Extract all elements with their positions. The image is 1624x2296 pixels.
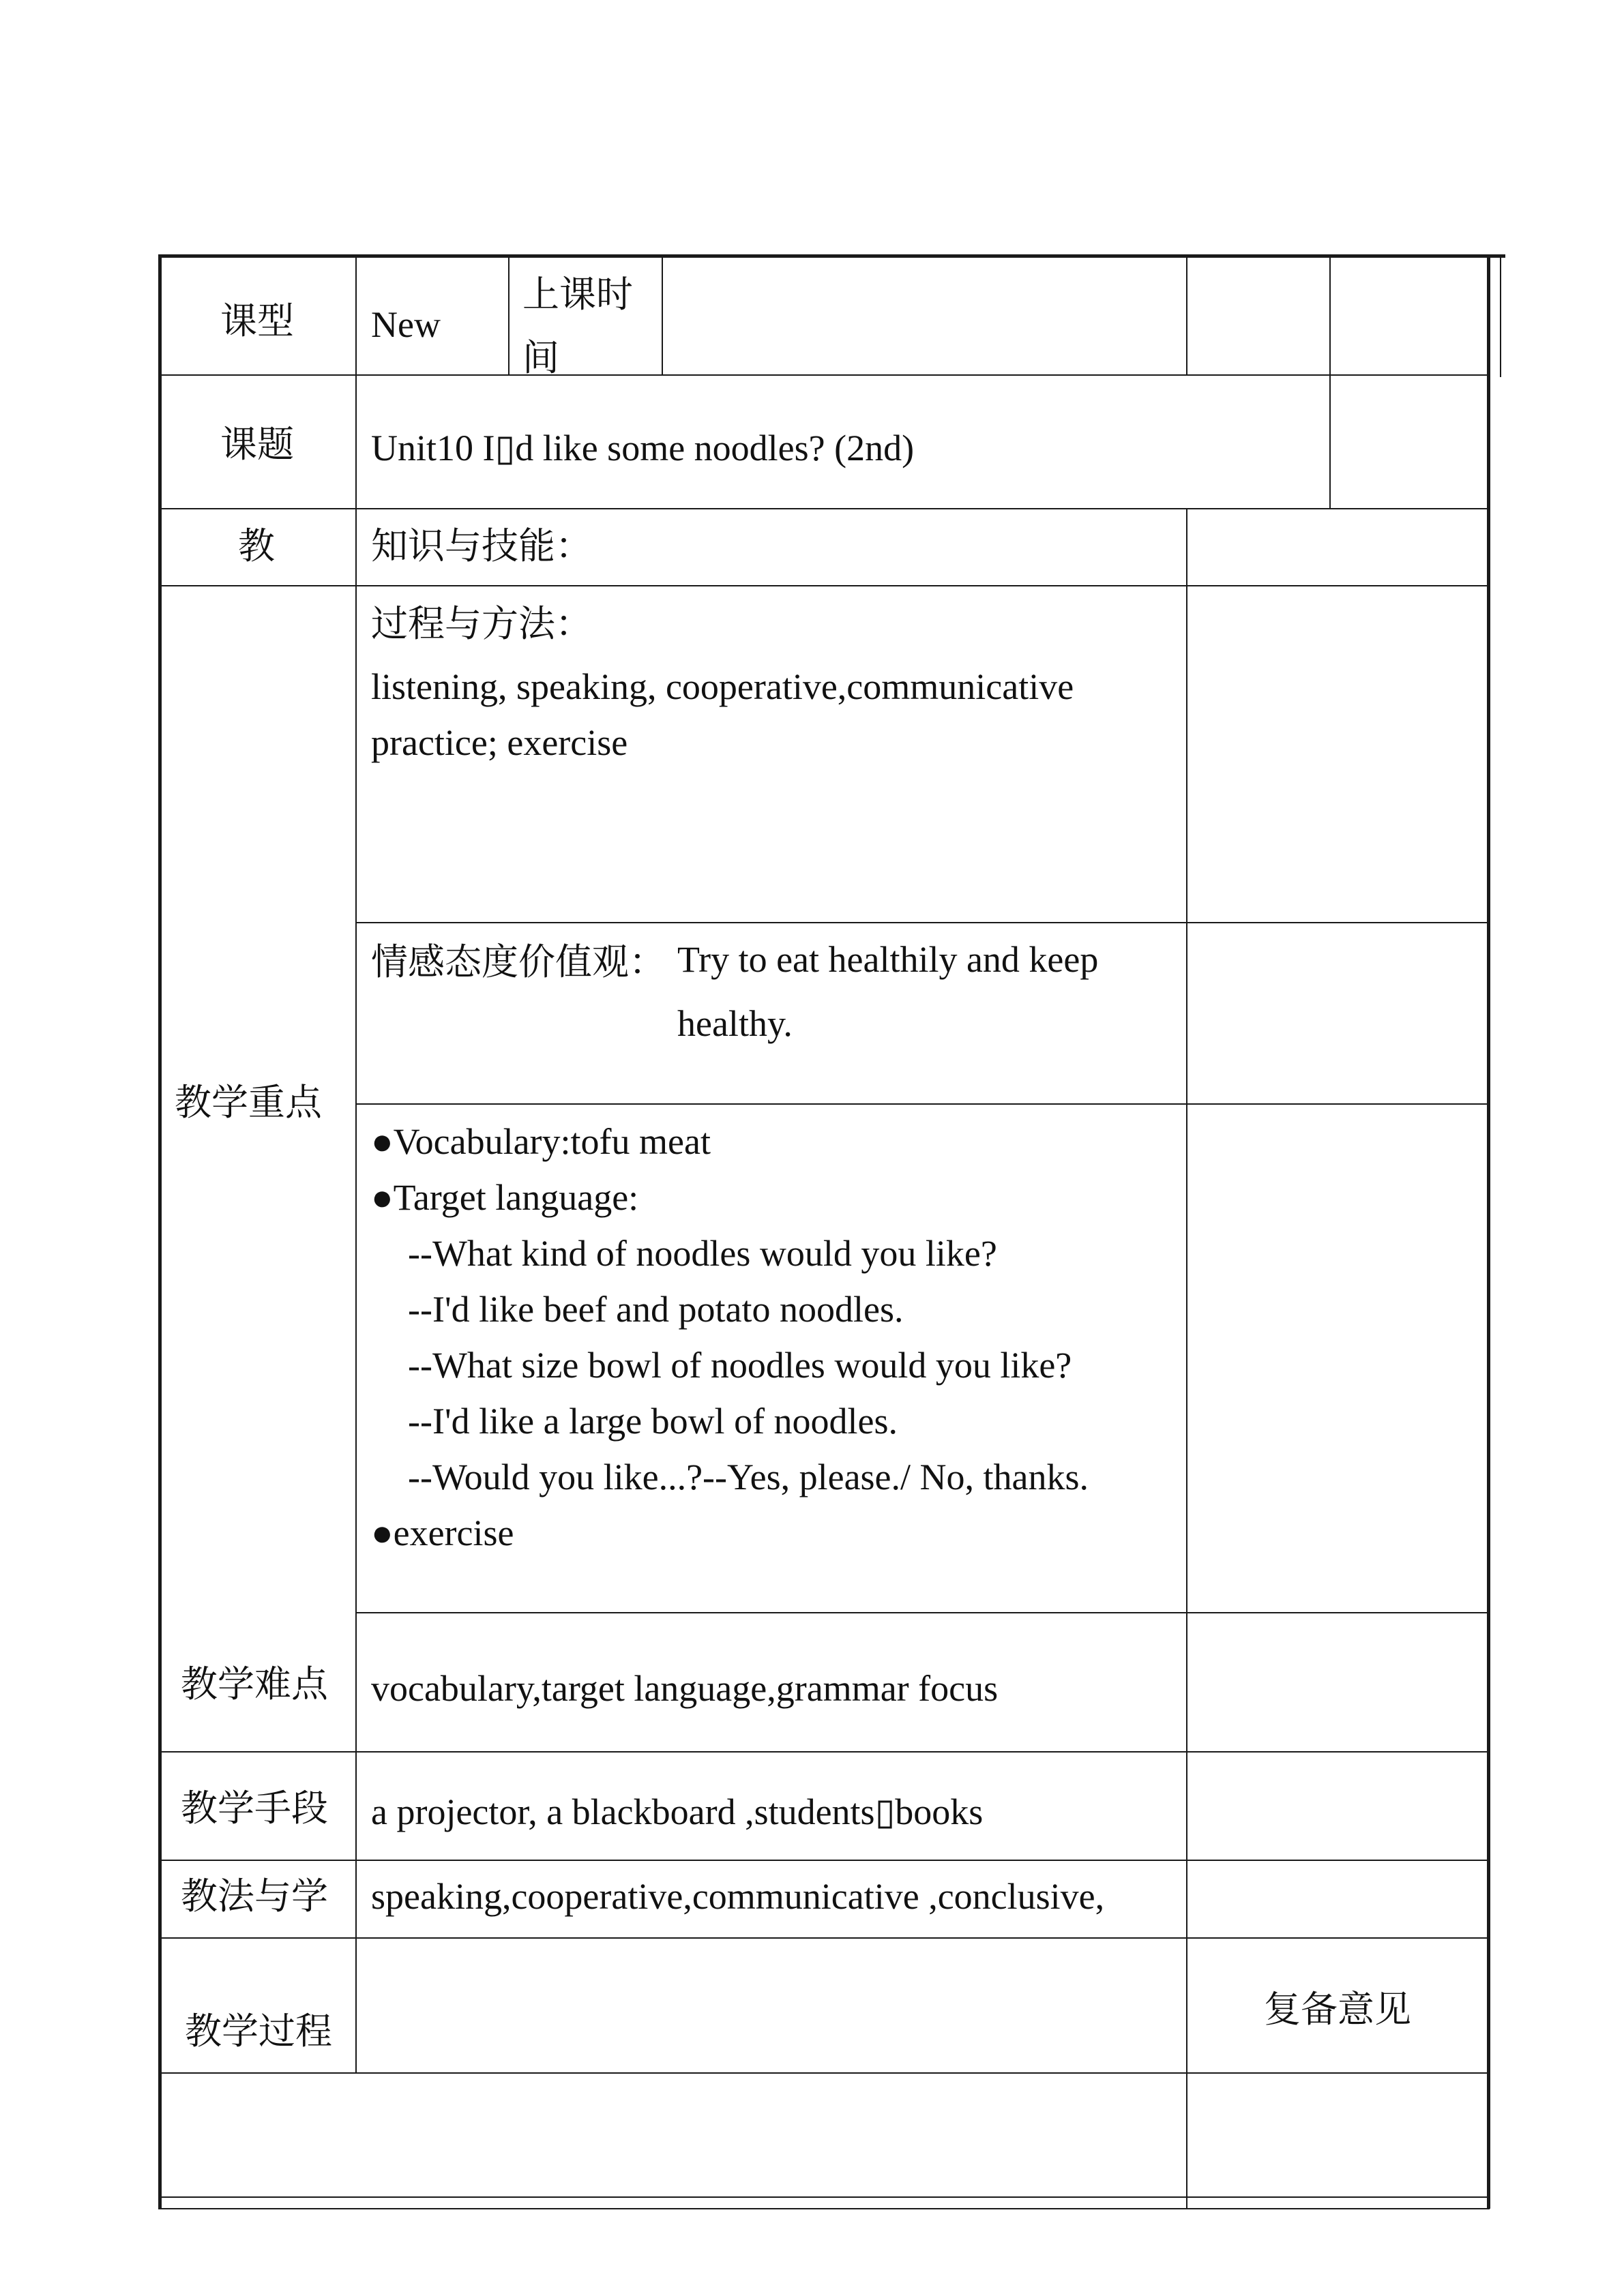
content-line: ●Vocabulary:tofu meat bbox=[371, 1121, 711, 1162]
class-type-label: 课型 bbox=[220, 299, 294, 342]
process-line-2: practice; exercise bbox=[371, 722, 628, 763]
process-heading: 过程与方法： bbox=[371, 602, 592, 645]
class-time-label-line2: 间 bbox=[522, 336, 559, 379]
class-type-value: New bbox=[371, 304, 441, 345]
col-sep-type bbox=[508, 254, 510, 375]
emotion-heading: 情感态度价值观： bbox=[371, 940, 666, 983]
difficulty-label: 教学难点 bbox=[181, 1663, 328, 1705]
emotion-line-1: Try to eat healthily and keep bbox=[677, 939, 1099, 980]
teaching-label: 教 bbox=[238, 524, 275, 567]
teaching-method-value: speaking,cooperative,communicative ,conclusive, bbox=[371, 1876, 1105, 1917]
row-sep-3 bbox=[158, 585, 1488, 586]
row-sep-2 bbox=[158, 508, 1488, 509]
row-sep-10 bbox=[158, 2072, 1488, 2074]
knowledge-heading: 知识与技能： bbox=[371, 524, 592, 567]
content-line: --What size bowl of noodles would you like? bbox=[408, 1345, 1072, 1386]
teaching-process-label: 教学过程 bbox=[185, 2010, 332, 2053]
col-sep-review-top bbox=[1186, 254, 1187, 375]
row-sep-5 bbox=[355, 1103, 1488, 1105]
table-bottom-border-1 bbox=[158, 2196, 1488, 2198]
teaching-method-label: 教法与学 bbox=[181, 1875, 328, 1918]
class-time-label-line1: 上课时 bbox=[522, 273, 633, 316]
table-right-border bbox=[1487, 254, 1490, 2209]
table-bottom-border-2 bbox=[158, 2208, 1490, 2209]
content-line: --I'd like a large bowl of noodles. bbox=[408, 1401, 898, 1442]
key-points-label: 教学重点 bbox=[175, 1081, 322, 1124]
content-line: --I'd like beef and potato noodles. bbox=[408, 1289, 904, 1330]
topic-title: Unit10 I▯d like some noodles? (2nd) bbox=[371, 428, 915, 468]
content-line: --What kind of noodles would you like? bbox=[408, 1233, 997, 1274]
row-sep-4 bbox=[355, 922, 1488, 923]
content-line: ●exercise bbox=[371, 1512, 514, 1553]
teaching-means-value: a projector, a blackboard ,students▯books bbox=[371, 1791, 984, 1832]
row-sep-1 bbox=[158, 374, 1488, 376]
col-sep-time-label bbox=[662, 254, 663, 375]
content-line: ●Target language: bbox=[371, 1177, 639, 1218]
row-sep-7 bbox=[158, 1751, 1488, 1753]
table-right-stub bbox=[1500, 254, 1501, 377]
process-line-1: listening, speaking, cooperative,communicative bbox=[371, 666, 1074, 707]
col-sep-label bbox=[355, 254, 357, 2074]
review-opinion-label: 复备意见 bbox=[1264, 1988, 1411, 2031]
row-sep-9 bbox=[158, 1937, 1488, 1939]
topic-label: 课题 bbox=[220, 423, 294, 466]
row-sep-8 bbox=[158, 1860, 1488, 1861]
row-sep-6 bbox=[355, 1612, 1488, 1613]
teaching-means-label: 教学手段 bbox=[181, 1787, 328, 1830]
difficulty-value: vocabulary,target language,grammar focus bbox=[371, 1668, 999, 1709]
content-line: --Would you like...?--Yes, please./ No, thanks. bbox=[408, 1457, 1089, 1497]
table-left-border bbox=[158, 254, 162, 2209]
table-top-border bbox=[158, 254, 1505, 258]
col-sep-review bbox=[1186, 508, 1187, 2209]
col-sep-far-top bbox=[1329, 254, 1331, 509]
emotion-line-2: healthy. bbox=[677, 1003, 793, 1044]
